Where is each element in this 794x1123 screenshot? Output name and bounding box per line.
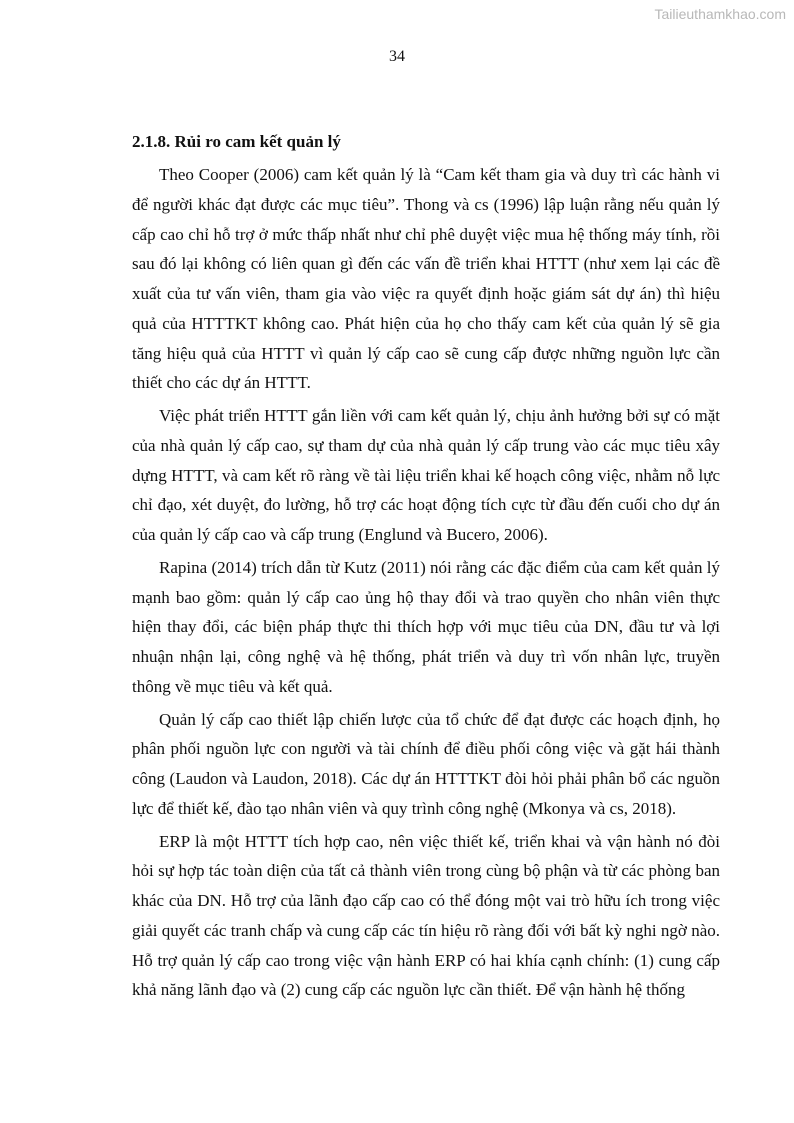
paragraph-3: Rapina (2014) trích dẫn từ Kutz (2011) nói rằng các đặc điểm của cam kết quản lý mạnh bao gồm: quản lý cấp cao ủng hộ thay đổi và trao quyền cho nhân viên thực hiện thay đổi, các biện pháp thực thi thích hợp với mục tiêu của DN, đầu tư và lợi nhuận nhận lại, công nghệ và hệ thống, phát triển và duy trì vốn nhân lực, truyền thông về mục tiêu và kết quả. [132,557,720,696]
page-number: 34 [389,48,405,65]
section-heading: 2.1.8. Rủi ro cam kết quản lý [132,132,341,151]
paragraph-5: ERP là một HTTT tích hợp cao, nên việc thiết kế, triển khai và vận hành nó đòi hỏi sự hợp tác toàn diện của tất cả thành viên trong cùng bộ phận và từ các phòng ban khác của DN. Hỗ trợ của lãnh đạo cấp cao có thể đóng một vai trò hữu ích trong việc giải quyết các tranh chấp và cung cấp các tín hiệu rõ ràng đối với bất kỳ nghi ngờ nào. Hỗ trợ quản lý cấp cao trong việc vận hành ERP có hai khía cạnh chính: (1) cung cấp khả năng lãnh đạo và (2) cung cấp các nguồn lực cần thiết. Để vận hành hệ thống [132,831,720,1000]
document-body [132,131,720,1005]
paragraph-4: Quản lý cấp cao thiết lập chiến lược của tổ chức để đạt được các hoạch định, họ phân phối nguồn lực con người và tài chính để điều phối công việc và gặt hái thành công (Laudon và Laudon, 2018). Các dự án HTTTKT đòi hỏi phải phân bổ các nguồn lực để thiết kế, đào tạo nhân viên và quy trình công nghệ (Mkonya và cs, 2018). [132,709,720,818]
paragraph-1: Theo Cooper (2006) cam kết quản lý là “Cam kết tham gia và duy trì các hành vi để người khác đạt được các mục tiêu”. Thong và cs (1996) lập luận rằng nếu quản lý cấp cao chỉ hỗ trợ ở mức thấp nhất như chỉ phê duyệt việc mua hệ thống máy tính, rồi sau đó lại không có liên quan gì đến các vấn đề triển khai HTTT (như xem lại các đề xuất của tư vấn viên, tham gia vào việc ra quyết định hoặc giám sát dự án) thì hiệu quả của HTTTKT không cao. Phát hiện của họ cho thấy cam kết của quản lý sẽ gia tăng hiệu quả của HTTT vì quản lý cấp cao sẽ cung cấp được những nguồn lực cần thiết cho các dự án HTTT. [132,165,720,393]
watermark: Tailieuthamkhao.com [654,6,786,22]
paragraph-2: Việc phát triển HTTT gắn liền với cam kết quản lý, chịu ảnh hưởng bởi sự có mặt của nhà quản lý cấp cao, sự tham dự của nhà quản lý cấp trung vào các mục tiêu xây dựng HTTT, và cam kết rõ ràng về tài liệu triển khai kế hoạch công việc, nhằm nỗ lực chỉ đạo, xét duyệt, đo lường, hỗ trợ các hoạt động tích cực từ đầu đến cuối cho dự án của quản lý cấp cao và cấp trung (Englund và Bucero, 2006). [132,406,720,544]
